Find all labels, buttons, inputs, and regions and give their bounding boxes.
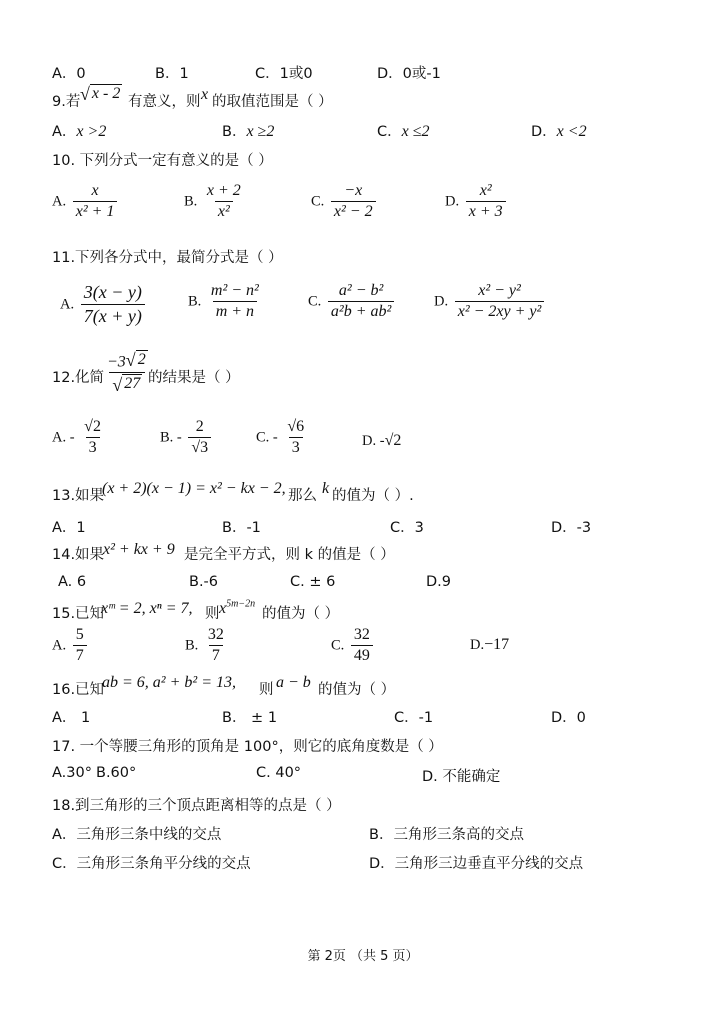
q12-option-d: D. -√2 [362, 432, 402, 449]
q18-option-d: D．三角形三边垂直平分线的交点 [369, 856, 584, 872]
q10-option-d: D. $\frac{\text{x²}}{x + 3}$ [445, 182, 508, 221]
q18-stem-text: 18.到三角形的三个顶点距离相等的点是（ ） [52, 798, 341, 814]
q14-option-a: A. 6 [58, 574, 87, 590]
q12-suffix: 的结果是（ ） [148, 370, 240, 386]
q9-variable: x [201, 86, 209, 103]
q13-suffix: 的值为（ ）. [332, 488, 414, 504]
q16-expression-2: a − b [276, 674, 311, 691]
q13-prefix: 13.如果 [52, 488, 105, 504]
q13-mid: 那么 [288, 488, 317, 504]
q16-option-a: A． 1 [52, 710, 91, 726]
q13-option-a: A．1 [52, 520, 86, 536]
q9-option-d: D．x <2 [531, 123, 587, 140]
q9-mid-text: 有意义，则 [128, 94, 201, 110]
q10-option-a: A. $\frac{x}{\text{x² + 1}}$ [52, 182, 119, 221]
q16-expression: ab = 6, a² + b² = 13, [102, 674, 236, 691]
q12-option-b: B. - $\frac{2}{√3}$ [160, 418, 213, 457]
q14-option-c: C. ± 6 [290, 574, 336, 590]
q11-stem-text: 11.下列各分式中，最简分式是（ ） [52, 250, 283, 266]
q15-suffix: 的值为（ ） [262, 606, 340, 622]
q8-option-b: B．1 [155, 66, 189, 82]
q9-option-a: A．x >2 [52, 123, 107, 140]
q15-prefix: 15.已知 [52, 606, 105, 622]
q13-variable: k [322, 480, 330, 497]
q12-fraction: −3 √ 2 √ 27 [107, 350, 146, 395]
q16-prefix: 16.已知 [52, 682, 105, 698]
q17-option-a: A.30° [52, 765, 92, 781]
q15-mid: 则 [205, 606, 220, 622]
q14-option-d: D.9 [426, 574, 451, 590]
q15-option-a: A. $\frac{5}{7}$ [52, 626, 89, 665]
q16-option-b: B． ± 1 [222, 710, 278, 726]
page-number: 第 2页 （共 5 页） [307, 949, 419, 964]
q18-option-b: B．三角形三条高的交点 [369, 827, 524, 843]
q10-option-c: C. $\frac{-x}{\text{x² − 2}}$ [311, 182, 378, 221]
q9-end-text: 的取值范围是（ ） [212, 94, 333, 110]
q12-prefix: 12.化简 [52, 370, 105, 386]
q13-option-d: D．-3 [551, 520, 592, 536]
q16-suffix: 的值为（ ） [318, 682, 396, 698]
q17-option-d: D. 不能确定 [422, 769, 501, 785]
q13-option-b: B．-1 [222, 520, 261, 536]
q9-option-b: B．x ≥2 [222, 123, 275, 140]
q13-option-c: C．3 [390, 520, 424, 536]
q15-option-c: C. $\frac{32}{49}$ [331, 626, 375, 665]
q11-option-a: A. $\frac{3(x - y)}{7(x + y)}$ [60, 282, 147, 327]
q8-option-c: C．1或0 [255, 66, 313, 82]
q10-stem-text: 10. 下列分式一定有意义的是（ ） [52, 153, 273, 169]
q17-stem-text: 17. 一个等腰三角形的顶角是 100°，则它的底角度数是（ ） [52, 739, 443, 755]
q15-expression: xᵐ = 2, xⁿ = 7, [101, 600, 193, 617]
q12-option-a: A. - $\frac{√2}{3}$ [52, 418, 101, 456]
q17-option-b: B.60° [96, 765, 137, 781]
q9-number: 9.若 [52, 94, 81, 110]
q8-option-a: A．0 [52, 66, 86, 82]
q11-option-d: D. $\frac{\text{x² − y²}}{\text{x² − 2xy + y²}}$ [434, 282, 546, 321]
q15-option-d: D.−17 [470, 636, 510, 653]
q15-power: $x^{5m-2n}$ [219, 598, 256, 617]
q14-expression: x² + kx + 9 [103, 541, 175, 558]
q8-option-d: D．0或-1 [377, 66, 441, 82]
q11-option-b: B. $\frac{\text{m² − n²}}{m + n}$ [188, 282, 259, 320]
q9-option-c: C．x ≤2 [377, 123, 430, 140]
q15-option-b: B. $\frac{32}{7}$ [185, 626, 224, 664]
q14-suffix: 是完全平方式，则 k 的值是（ ） [184, 547, 395, 563]
q9-radical: √ x - 2 [80, 84, 121, 105]
q16-option-c: C．-1 [394, 710, 434, 726]
q18-option-c: C．三角形三条角平分线的交点 [52, 856, 251, 872]
q16-mid: 则 [259, 682, 274, 698]
q11-option-c: C. $\frac{\text{a² − b²}}{\text{a²b + ab²}}$ [308, 282, 396, 321]
q14-prefix: 14.如果 [52, 547, 105, 563]
q17-option-c: C. 40° [256, 765, 302, 781]
q13-expression: (x + 2)(x − 1) = x² − kx − 2, [102, 480, 286, 497]
q10-option-b: B. $\frac{x + 2}{\text{x²}}$ [184, 182, 241, 220]
q12-option-c: C. - $\frac{√6}{3}$ [256, 418, 305, 456]
q16-option-d: D．0 [551, 710, 586, 726]
q14-option-b: B.-6 [189, 574, 219, 590]
q18-option-a: A．三角形三条中线的交点 [52, 827, 222, 843]
